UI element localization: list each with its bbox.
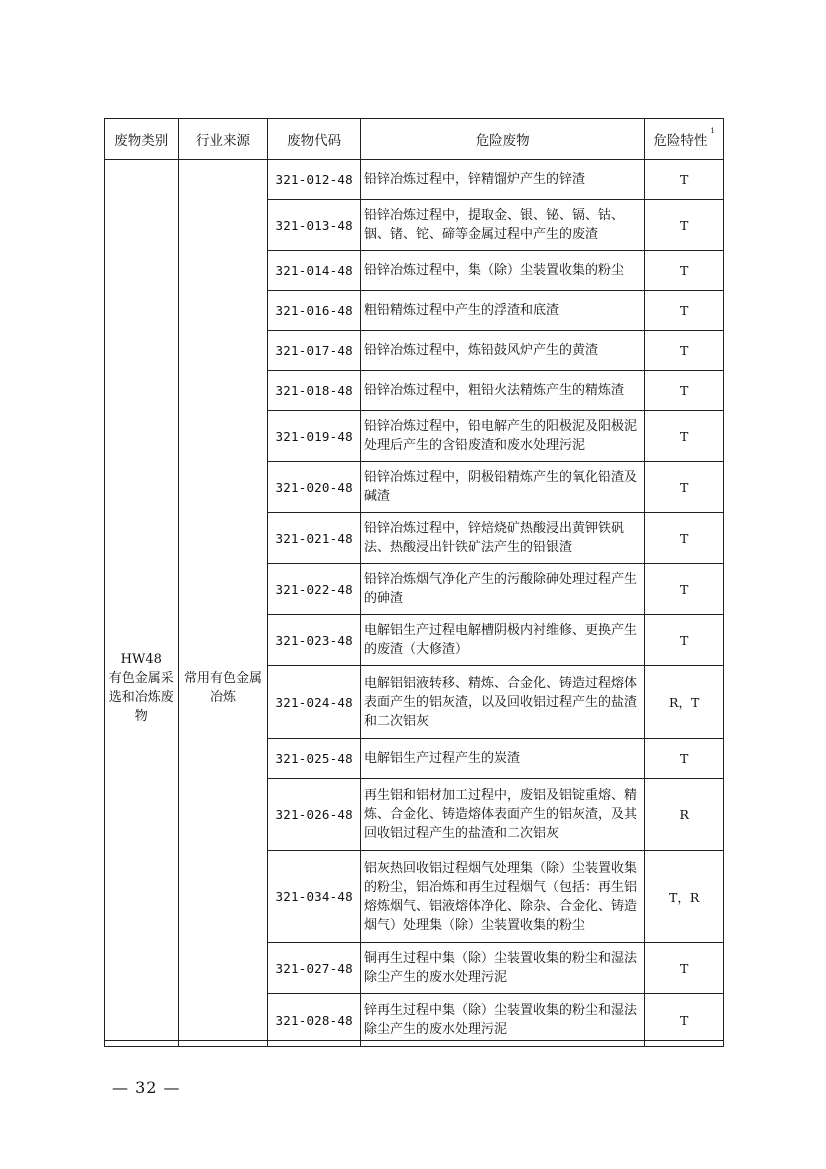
waste-code: 321-018-48: [268, 371, 361, 411]
waste-code: 321-034-48: [268, 851, 361, 943]
waste-code: 321-014-48: [268, 251, 361, 291]
waste-description: 锌再生过程中集（除）尘装置收集的粉尘和湿法除尘产生的废水处理污泥: [361, 994, 645, 1047]
hazard-characteristic: T: [645, 160, 724, 200]
waste-code: 321-026-48: [268, 779, 361, 851]
table-body: [105, 160, 724, 1047]
waste-description: 铅锌冶炼过程中，粗铅火法精炼产生的精炼渣: [361, 371, 645, 411]
waste-description: 铝灰热回收铝过程烟气处理集（除）尘装置收集的粉尘，铝冶炼和再生过程烟气（包括：再生铝熔炼烟气、铝液熔体净化、除杂、合金化、铸造烟气）处理集（除）尘装置收集的粉尘: [361, 851, 645, 943]
header-category: 废物类别: [105, 119, 179, 160]
header-waste: 危险废物: [361, 119, 645, 160]
hazard-characteristic: R: [645, 779, 724, 851]
table-header-row: [105, 119, 724, 160]
waste-description: 铅锌冶炼过程中，锌焙烧矿热酸浸出黄钾铁矾法、热酸浸出针铁矿法产生的铅银渣: [361, 513, 645, 564]
waste-code: 321-019-48: [268, 411, 361, 462]
waste-description: 铅锌冶炼过程中，阴极铅精炼产生的氧化铅渣及碱渣: [361, 462, 645, 513]
waste-code: 321-022-48: [268, 564, 361, 615]
header-source: 行业来源: [178, 119, 268, 160]
waste-code: 321-013-48: [268, 200, 361, 251]
hazard-characteristic: T: [645, 462, 724, 513]
waste-code: 321-025-48: [268, 739, 361, 779]
header-code: 废物代码: [268, 119, 361, 160]
industry-source-cell: [178, 160, 268, 1047]
waste-code: 321-028-48: [268, 994, 361, 1047]
waste-description: 电解铝铝液转移、精炼、合金化、铸造过程熔体表面产生的铝灰渣，以及回收铝过程产生的盐渣和二次铝灰: [361, 666, 645, 739]
hazard-characteristic: R，T: [645, 666, 724, 739]
waste-description: 再生铝和铝材加工过程中，废铝及铝锭重熔、精炼、合金化、铸造熔体表面产生的铝灰渣，及其回收铝过程产生的盐渣和二次铝灰: [361, 779, 645, 851]
hazard-characteristic: T: [645, 411, 724, 462]
hazard-characteristic: T: [645, 615, 724, 666]
header-characteristic: [645, 119, 724, 160]
hazardous-waste-table: [104, 118, 724, 1047]
waste-description: 电解铝生产过程产生的炭渣: [361, 739, 645, 779]
waste-code: 321-012-48: [268, 160, 361, 200]
waste-code: 321-021-48: [268, 513, 361, 564]
hazard-characteristic: T: [645, 564, 724, 615]
industry-source: 常用有色金属冶炼: [183, 671, 262, 705]
waste-description: 粗铅精炼过程中产生的浮渣和底渣: [361, 291, 645, 331]
hazard-characteristic: T: [645, 331, 724, 371]
header-characteristic-label: 危险特性: [653, 133, 708, 149]
waste-code: 321-020-48: [268, 462, 361, 513]
hazard-characteristic: T: [645, 994, 724, 1047]
hazard-characteristic: T: [645, 739, 724, 779]
footnote-mark: 1: [710, 127, 715, 135]
waste-description: 电解铝生产过程电解槽阴极内衬维修、更换产生的废渣（大修渣）: [361, 615, 645, 666]
hazard-characteristic: T，R: [645, 851, 724, 943]
waste-description: 铅锌冶炼过程中，炼铅鼓风炉产生的黄渣: [361, 331, 645, 371]
category-name: 有色金属采选和冶炼废物: [108, 671, 174, 724]
waste-description: 铅锌冶炼过程中，铅电解产生的阳极泥及阳极泥处理后产生的含铅废渣和废水处理污泥: [361, 411, 645, 462]
waste-description: 铅锌冶炼过程中，集（除）尘装置收集的粉尘: [361, 251, 645, 291]
category-cell: [105, 160, 179, 1047]
waste-description: 铜再生过程中集（除）尘装置收集的粉尘和湿法除尘产生的废水处理污泥: [361, 943, 645, 994]
hazard-characteristic: T: [645, 513, 724, 564]
waste-description: 铅锌冶炼过程中，提取金、银、铋、镉、钴、铟、锗、铊、碲等金属过程中产生的废渣: [361, 200, 645, 251]
waste-code: 321-016-48: [268, 291, 361, 331]
waste-code: 321-024-48: [268, 666, 361, 739]
waste-code: 321-027-48: [268, 943, 361, 994]
table-row: [105, 160, 724, 200]
waste-description: 铅锌冶炼过程中，锌精馏炉产生的锌渣: [361, 160, 645, 200]
waste-description: 铅锌冶炼烟气净化产生的污酸除砷处理过程产生的砷渣: [361, 564, 645, 615]
bottom-rule: [104, 1040, 724, 1041]
hazard-characteristic: T: [645, 291, 724, 331]
hazard-characteristic: T: [645, 251, 724, 291]
page-number: — 32 —: [112, 1078, 181, 1097]
hazard-characteristic: T: [645, 200, 724, 251]
waste-code: 321-017-48: [268, 331, 361, 371]
waste-code: 321-023-48: [268, 615, 361, 666]
category-code: HW48: [120, 652, 162, 667]
hazard-characteristic: T: [645, 943, 724, 994]
hazard-characteristic: T: [645, 371, 724, 411]
